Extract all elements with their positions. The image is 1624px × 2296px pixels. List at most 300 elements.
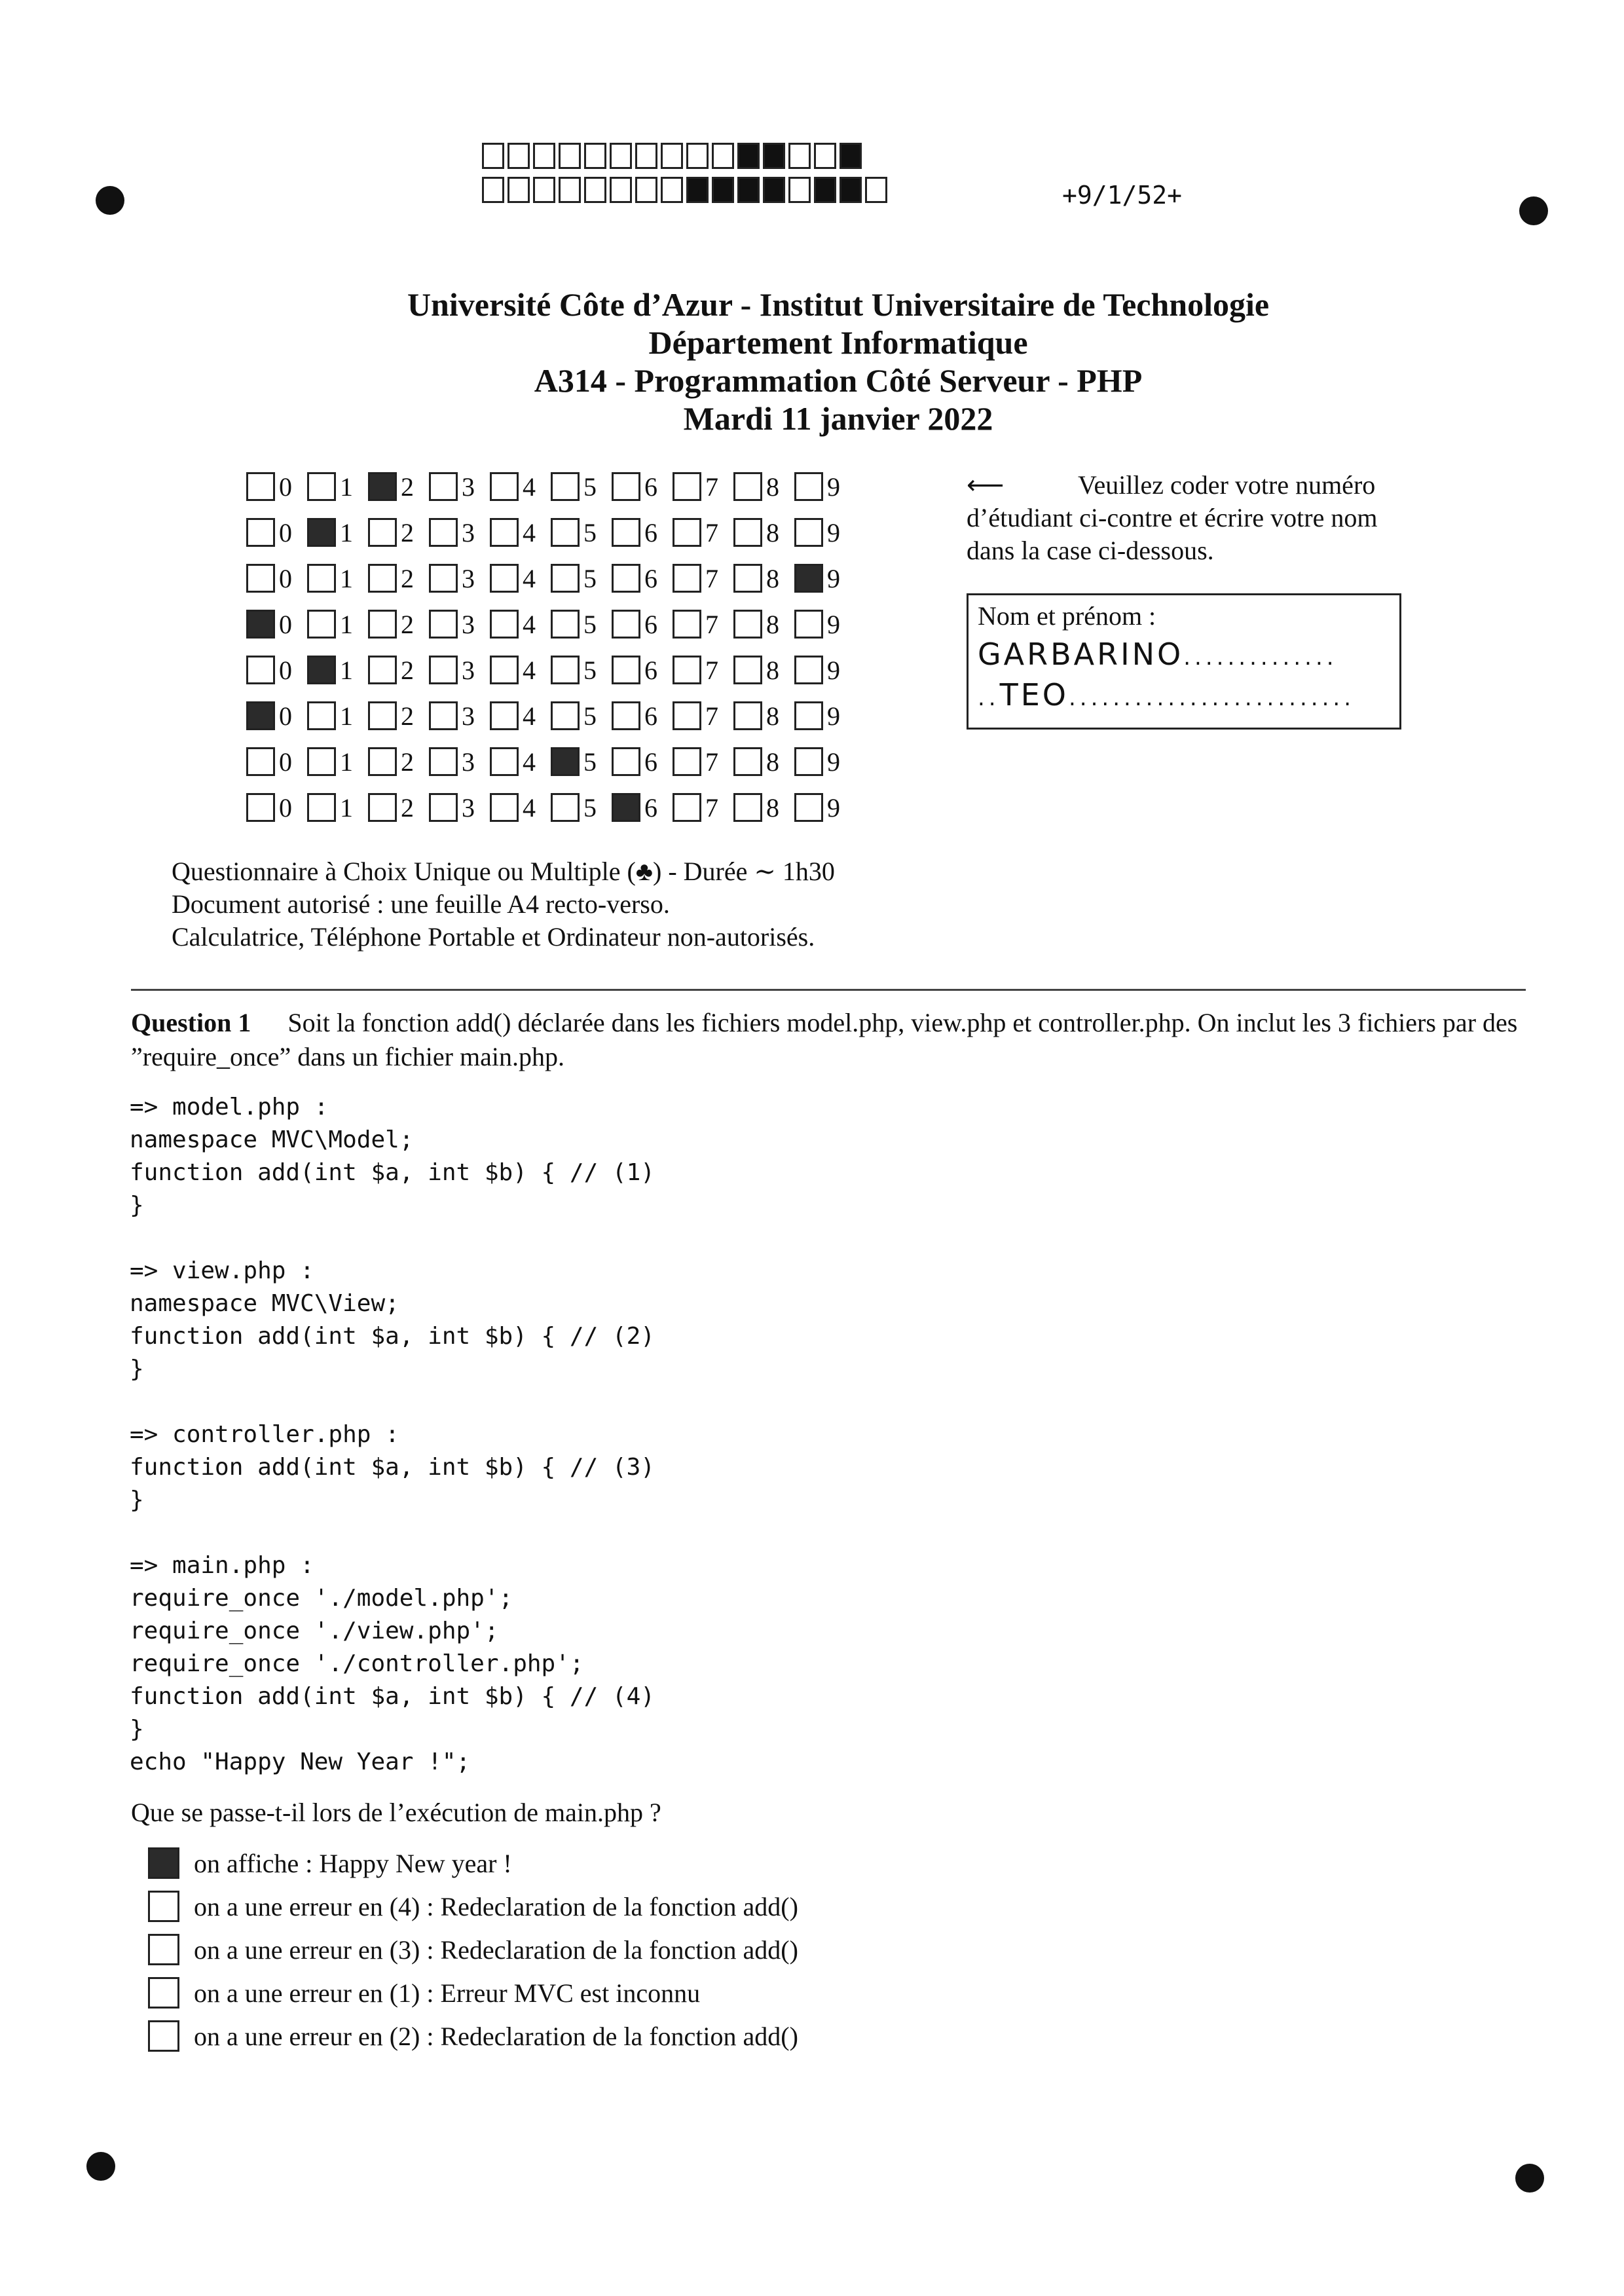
digit-option bbox=[673, 655, 733, 686]
digit-label: 6 bbox=[644, 655, 657, 685]
digit-label: 0 bbox=[279, 792, 292, 823]
digit-option bbox=[733, 655, 794, 686]
digit-label: 4 bbox=[523, 792, 536, 823]
digit-label: 2 bbox=[401, 563, 414, 593]
digit-label: 5 bbox=[583, 563, 597, 593]
digit-option bbox=[733, 472, 794, 502]
digit-checkbox[interactable] bbox=[429, 747, 458, 776]
header-course: A314 - Programmation Côté Serveur - PHP bbox=[534, 362, 1143, 399]
digit-label: 1 bbox=[340, 517, 353, 547]
digit-checkbox[interactable] bbox=[368, 701, 397, 730]
digit-option bbox=[429, 655, 490, 686]
digit-option bbox=[551, 701, 612, 731]
answer-option bbox=[148, 1971, 798, 2014]
barcode-cell bbox=[763, 177, 785, 203]
barcode-cell bbox=[610, 143, 632, 169]
digit-label: 2 bbox=[401, 655, 414, 685]
barcode-cell bbox=[533, 177, 555, 203]
digit-checkbox[interactable] bbox=[368, 610, 397, 639]
digit-option bbox=[429, 792, 490, 823]
digit-checkbox[interactable] bbox=[307, 564, 336, 593]
digit-checkbox[interactable] bbox=[794, 656, 823, 684]
digit-label: 6 bbox=[644, 792, 657, 823]
digit-row bbox=[246, 601, 855, 647]
digit-checkbox[interactable] bbox=[246, 518, 275, 547]
digit-checkbox[interactable] bbox=[794, 472, 823, 501]
digit-checkbox[interactable] bbox=[673, 472, 701, 501]
digit-checkbox[interactable] bbox=[794, 518, 823, 547]
barcode-cell bbox=[788, 143, 811, 169]
digit-checkbox[interactable] bbox=[794, 564, 823, 593]
digit-checkbox[interactable] bbox=[429, 701, 458, 730]
digit-label: 8 bbox=[766, 609, 779, 639]
digit-option bbox=[368, 747, 429, 777]
digit-label: 0 bbox=[279, 747, 292, 777]
barcode-cell bbox=[584, 143, 606, 169]
digit-checkbox[interactable] bbox=[673, 610, 701, 639]
digit-label: 7 bbox=[705, 655, 718, 685]
digit-label: 8 bbox=[766, 701, 779, 731]
digit-option bbox=[246, 517, 307, 548]
digit-label: 9 bbox=[827, 655, 840, 685]
digit-checkbox[interactable] bbox=[307, 656, 336, 684]
digit-label: 3 bbox=[462, 563, 475, 593]
handwritten-firstname: TEO bbox=[999, 677, 1069, 713]
digit-option bbox=[612, 747, 673, 777]
digit-label: 5 bbox=[583, 792, 597, 823]
barcode-cell bbox=[788, 177, 811, 203]
digit-option bbox=[368, 701, 429, 731]
name-box[interactable] bbox=[967, 593, 1401, 730]
digit-checkbox[interactable] bbox=[368, 518, 397, 547]
digit-checkbox[interactable] bbox=[490, 610, 519, 639]
digit-checkbox[interactable] bbox=[794, 610, 823, 639]
digit-checkbox[interactable] bbox=[733, 701, 762, 730]
digit-checkbox[interactable] bbox=[307, 518, 336, 547]
digit-checkbox[interactable] bbox=[733, 564, 762, 593]
digit-label: 2 bbox=[401, 792, 414, 823]
digit-option bbox=[246, 563, 307, 594]
digit-checkbox[interactable] bbox=[733, 793, 762, 822]
digit-checkbox[interactable] bbox=[673, 747, 701, 776]
answer-checkbox[interactable] bbox=[148, 1934, 179, 1965]
digit-option bbox=[733, 701, 794, 731]
digit-checkbox[interactable] bbox=[612, 701, 640, 730]
question-prompt: Que se passe-t-il lors de l’exécution de main.php ? bbox=[131, 1798, 661, 1827]
header-date: Mardi 11 janvier 2022 bbox=[683, 400, 993, 437]
digit-label: 7 bbox=[705, 517, 718, 547]
answer-checkbox[interactable] bbox=[148, 1847, 179, 1879]
digit-label: 5 bbox=[583, 701, 597, 731]
digit-checkbox[interactable] bbox=[307, 701, 336, 730]
digit-checkbox[interactable] bbox=[429, 564, 458, 593]
handwritten-surname: GARBARINO bbox=[978, 637, 1184, 672]
digit-checkbox[interactable] bbox=[490, 701, 519, 730]
digit-label: 8 bbox=[766, 472, 779, 502]
digit-label: 6 bbox=[644, 517, 657, 547]
digit-checkbox[interactable] bbox=[612, 747, 640, 776]
digit-option bbox=[368, 609, 429, 640]
digit-checkbox[interactable] bbox=[673, 564, 701, 593]
digit-option bbox=[490, 792, 551, 823]
digit-option bbox=[673, 792, 733, 823]
digit-label: 6 bbox=[644, 472, 657, 502]
digit-label: 9 bbox=[827, 517, 840, 547]
digit-option bbox=[490, 472, 551, 502]
digit-option bbox=[429, 701, 490, 731]
barcode-cell bbox=[814, 177, 836, 203]
digit-label: 9 bbox=[827, 747, 840, 777]
digit-checkbox[interactable] bbox=[551, 472, 580, 501]
barcode-cell bbox=[712, 143, 734, 169]
digit-option bbox=[794, 472, 855, 502]
digit-label: 4 bbox=[523, 609, 536, 639]
digit-option bbox=[612, 609, 673, 640]
digit-option bbox=[733, 563, 794, 594]
digit-option bbox=[794, 747, 855, 777]
digit-option bbox=[368, 563, 429, 594]
digit-label: 7 bbox=[705, 472, 718, 502]
answer-text: on a une erreur en (3) : Redeclaration de la fonction add() bbox=[194, 1935, 798, 1965]
question-text: Soit la fonction add() déclarée dans les fichiers model.php, view.php et controller.php. On inclut les 3 fichiers par des ”require_once” dans un fichier main.php. bbox=[131, 1008, 1518, 1071]
digit-checkbox[interactable] bbox=[733, 747, 762, 776]
barcode-cell bbox=[635, 143, 657, 169]
digit-label: 7 bbox=[705, 792, 718, 823]
digit-label: 4 bbox=[523, 563, 536, 593]
digit-label: 4 bbox=[523, 701, 536, 731]
corner-mark-top-left bbox=[96, 186, 124, 215]
digit-checkbox[interactable] bbox=[612, 610, 640, 639]
instructions-line3: dans la case ci-dessous. bbox=[967, 536, 1214, 565]
digit-option bbox=[551, 747, 612, 777]
barcode-row bbox=[482, 143, 891, 172]
digit-checkbox[interactable] bbox=[490, 472, 519, 501]
digit-checkbox[interactable] bbox=[733, 518, 762, 547]
digit-option bbox=[490, 655, 551, 686]
digit-option bbox=[246, 609, 307, 640]
digit-checkbox[interactable] bbox=[429, 656, 458, 684]
barcode-cell bbox=[865, 177, 887, 203]
digit-row bbox=[246, 647, 855, 693]
digit-checkbox[interactable] bbox=[673, 518, 701, 547]
digit-checkbox[interactable] bbox=[307, 793, 336, 822]
digit-checkbox[interactable] bbox=[673, 793, 701, 822]
digit-checkbox[interactable] bbox=[246, 793, 275, 822]
separator-line bbox=[131, 989, 1526, 991]
instructions-line2: d’étudiant ci-contre et écrire votre nom bbox=[967, 503, 1378, 532]
digit-label: 1 bbox=[340, 609, 353, 639]
code-listing: => model.php : namespace MVC\Model; function add(int $a, int $b) { // (1) } => view.php : namespace MVC\View; function add(int $a, int $b) { // (2) } => controller.php : function add(int $a, int $b) { // (3) } => main.php : require_once './model.php'; require_once './view.php'; require_once './controller.php'; function add(int $a, int $b) { // (4) } echo "Happy New Year !"; bbox=[130, 1094, 655, 1775]
digit-option bbox=[551, 609, 612, 640]
digit-label: 0 bbox=[279, 655, 292, 685]
digit-label: 0 bbox=[279, 701, 292, 731]
digit-label: 8 bbox=[766, 747, 779, 777]
digit-option bbox=[794, 792, 855, 823]
barcode-cell bbox=[737, 143, 760, 169]
digit-option bbox=[490, 701, 551, 731]
digit-label: 5 bbox=[583, 517, 597, 547]
digit-label: 3 bbox=[462, 792, 475, 823]
header-department: Département Informatique bbox=[648, 324, 1028, 361]
name-box-label: Nom et prénom : bbox=[978, 601, 1156, 631]
answer-checkbox[interactable] bbox=[148, 2020, 179, 2052]
digit-option bbox=[307, 655, 368, 686]
digit-label: 3 bbox=[462, 747, 475, 777]
barcode-cell bbox=[507, 143, 530, 169]
digit-checkbox[interactable] bbox=[794, 701, 823, 730]
digit-checkbox[interactable] bbox=[490, 656, 519, 684]
corner-mark-top-right bbox=[1519, 196, 1548, 225]
digit-checkbox[interactable] bbox=[490, 564, 519, 593]
digit-checkbox[interactable] bbox=[733, 472, 762, 501]
digit-option bbox=[794, 609, 855, 640]
digit-option bbox=[733, 609, 794, 640]
digit-checkbox[interactable] bbox=[246, 610, 275, 639]
digit-checkbox[interactable] bbox=[673, 656, 701, 684]
digit-option bbox=[246, 747, 307, 777]
digit-label: 1 bbox=[340, 563, 353, 593]
digit-label: 4 bbox=[523, 472, 536, 502]
digit-option bbox=[794, 563, 855, 594]
digit-option bbox=[794, 701, 855, 731]
digit-checkbox[interactable] bbox=[551, 793, 580, 822]
digit-row bbox=[246, 509, 855, 555]
answer-option bbox=[148, 1842, 798, 1885]
digit-label: 2 bbox=[401, 472, 414, 502]
barcode-cell bbox=[763, 143, 785, 169]
answer-text: on affiche : Happy New year ! bbox=[194, 1848, 512, 1878]
question-label: Question 1 bbox=[131, 1008, 251, 1037]
digit-option bbox=[673, 517, 733, 548]
digit-label: 5 bbox=[583, 609, 597, 639]
left-arrow-icon: ⟵ bbox=[967, 470, 1005, 500]
page-barcode bbox=[482, 143, 891, 211]
digit-option bbox=[551, 517, 612, 548]
digit-label: 1 bbox=[340, 792, 353, 823]
answer-text: on a une erreur en (1) : Erreur MVC est inconnu bbox=[194, 1978, 701, 2008]
digit-checkbox[interactable] bbox=[794, 793, 823, 822]
digit-label: 7 bbox=[705, 747, 718, 777]
digit-option bbox=[673, 609, 733, 640]
digit-label: 5 bbox=[583, 655, 597, 685]
digit-option bbox=[673, 701, 733, 731]
digit-checkbox[interactable] bbox=[429, 610, 458, 639]
answer-text: on a une erreur en (2) : Redeclaration de la fonction add() bbox=[194, 2021, 798, 2051]
barcode-cell bbox=[712, 177, 734, 203]
barcode-cell bbox=[686, 177, 709, 203]
digit-checkbox[interactable] bbox=[612, 518, 640, 547]
digit-option bbox=[368, 792, 429, 823]
digit-option bbox=[490, 747, 551, 777]
digit-option bbox=[246, 792, 307, 823]
exam-rules bbox=[172, 855, 835, 954]
digit-option bbox=[246, 655, 307, 686]
digit-checkbox[interactable] bbox=[368, 747, 397, 776]
corner-mark-bottom-right bbox=[1515, 2164, 1544, 2193]
barcode-cell bbox=[559, 177, 581, 203]
digit-option bbox=[307, 472, 368, 502]
digit-option bbox=[429, 517, 490, 548]
digit-checkbox[interactable] bbox=[307, 747, 336, 776]
digit-option bbox=[612, 472, 673, 502]
answer-checkbox[interactable] bbox=[148, 1891, 179, 1922]
digit-option bbox=[368, 655, 429, 686]
digit-label: 4 bbox=[523, 747, 536, 777]
barcode-cell bbox=[737, 177, 760, 203]
instructions-line1: Veuillez coder votre numéro bbox=[1078, 470, 1376, 500]
digit-checkbox[interactable] bbox=[429, 472, 458, 501]
student-number-grid bbox=[246, 464, 855, 830]
digit-option bbox=[429, 563, 490, 594]
digit-option bbox=[307, 517, 368, 548]
answer-text: on a une erreur en (4) : Redeclaration de la fonction add() bbox=[194, 1891, 798, 1921]
digit-label: 6 bbox=[644, 701, 657, 731]
barcode-cell bbox=[814, 143, 836, 169]
dotted-line: .. bbox=[978, 685, 1000, 711]
digit-label: 8 bbox=[766, 792, 779, 823]
digit-label: 3 bbox=[462, 655, 475, 685]
digit-label: 2 bbox=[401, 609, 414, 639]
digit-option bbox=[490, 563, 551, 594]
digit-checkbox[interactable] bbox=[612, 564, 640, 593]
digit-option bbox=[794, 517, 855, 548]
digit-option bbox=[246, 701, 307, 731]
digit-label: 8 bbox=[766, 655, 779, 685]
rules-line1: Questionnaire à Choix Unique ou Multiple (♣) - Durée ∼ 1h30 bbox=[172, 857, 835, 886]
digit-label: 9 bbox=[827, 701, 840, 731]
digit-option bbox=[429, 609, 490, 640]
digit-checkbox[interactable] bbox=[551, 747, 580, 776]
digit-checkbox[interactable] bbox=[551, 656, 580, 684]
digit-label: 5 bbox=[583, 472, 597, 502]
barcode-cell bbox=[635, 177, 657, 203]
digit-option bbox=[490, 517, 551, 548]
barcode-cell bbox=[559, 143, 581, 169]
barcode-cell bbox=[482, 143, 504, 169]
digit-checkbox[interactable] bbox=[551, 610, 580, 639]
digit-option bbox=[307, 792, 368, 823]
answer-checkbox[interactable] bbox=[148, 1977, 179, 2009]
digit-row bbox=[246, 555, 855, 601]
barcode-cell bbox=[840, 143, 862, 169]
digit-checkbox[interactable] bbox=[490, 518, 519, 547]
barcode-cell bbox=[661, 177, 683, 203]
digit-label: 3 bbox=[462, 472, 475, 502]
digit-checkbox[interactable] bbox=[733, 610, 762, 639]
digit-option bbox=[307, 609, 368, 640]
digit-checkbox[interactable] bbox=[551, 518, 580, 547]
digit-option bbox=[246, 472, 307, 502]
digit-option bbox=[551, 792, 612, 823]
digit-checkbox[interactable] bbox=[368, 656, 397, 684]
barcode-cell bbox=[686, 143, 709, 169]
digit-checkbox[interactable] bbox=[246, 656, 275, 684]
digit-label: 9 bbox=[827, 472, 840, 502]
barcode-row bbox=[482, 177, 891, 206]
digit-checkbox[interactable] bbox=[551, 701, 580, 730]
digit-option bbox=[733, 747, 794, 777]
digit-checkbox[interactable] bbox=[612, 472, 640, 501]
digit-checkbox[interactable] bbox=[490, 747, 519, 776]
digit-option bbox=[368, 517, 429, 548]
digit-label: 6 bbox=[644, 609, 657, 639]
digit-option bbox=[490, 609, 551, 640]
question-1 bbox=[131, 1006, 1532, 1074]
digit-checkbox[interactable] bbox=[246, 747, 275, 776]
digit-label: 0 bbox=[279, 609, 292, 639]
digit-label: 1 bbox=[340, 472, 353, 502]
digit-option bbox=[612, 792, 673, 823]
digit-label: 0 bbox=[279, 563, 292, 593]
digit-row bbox=[246, 464, 855, 509]
digit-label: 0 bbox=[279, 517, 292, 547]
digit-label: 1 bbox=[340, 701, 353, 731]
digit-checkbox[interactable] bbox=[246, 701, 275, 730]
digit-checkbox[interactable] bbox=[612, 656, 640, 684]
digit-label: 8 bbox=[766, 563, 779, 593]
corner-mark-bottom-left bbox=[86, 2152, 115, 2181]
digit-label: 3 bbox=[462, 609, 475, 639]
digit-option bbox=[429, 472, 490, 502]
digit-option bbox=[673, 747, 733, 777]
digit-label: 7 bbox=[705, 701, 718, 731]
barcode-cell bbox=[507, 177, 530, 203]
answer-option bbox=[148, 1885, 798, 1928]
digit-option bbox=[551, 472, 612, 502]
answer-options bbox=[148, 1842, 798, 2058]
barcode-cell bbox=[610, 177, 632, 203]
barcode-cell bbox=[533, 143, 555, 169]
digit-option bbox=[551, 655, 612, 686]
header-university: Université Côte d’Azur - Institut Universitaire de Technologie bbox=[407, 286, 1270, 323]
digit-option bbox=[612, 563, 673, 594]
digit-label: 5 bbox=[583, 747, 597, 777]
digit-label: 4 bbox=[523, 655, 536, 685]
rules-line3: Calculatrice, Téléphone Portable et Ordinateur non-autorisés. bbox=[172, 922, 815, 952]
digit-checkbox[interactable] bbox=[368, 564, 397, 593]
digit-option bbox=[673, 563, 733, 594]
digit-option bbox=[307, 563, 368, 594]
digit-checkbox[interactable] bbox=[490, 793, 519, 822]
digit-checkbox[interactable] bbox=[246, 472, 275, 501]
digit-option bbox=[307, 701, 368, 731]
digit-checkbox[interactable] bbox=[794, 747, 823, 776]
digit-option bbox=[612, 517, 673, 548]
digit-checkbox[interactable] bbox=[307, 610, 336, 639]
digit-option bbox=[733, 792, 794, 823]
digit-option bbox=[612, 701, 673, 731]
digit-option bbox=[368, 472, 429, 502]
digit-row bbox=[246, 739, 855, 785]
digit-option bbox=[673, 472, 733, 502]
digit-option bbox=[794, 655, 855, 686]
digit-checkbox[interactable] bbox=[307, 472, 336, 501]
digit-checkbox[interactable] bbox=[733, 656, 762, 684]
digit-checkbox[interactable] bbox=[429, 793, 458, 822]
barcode-cell bbox=[840, 177, 862, 203]
barcode-cell bbox=[482, 177, 504, 203]
digit-checkbox[interactable] bbox=[368, 472, 397, 501]
digit-checkbox[interactable] bbox=[673, 701, 701, 730]
digit-checkbox[interactable] bbox=[612, 793, 640, 822]
digit-checkbox[interactable] bbox=[368, 793, 397, 822]
dotted-line: .......................... bbox=[1069, 685, 1355, 711]
digit-checkbox[interactable] bbox=[246, 564, 275, 593]
digit-option bbox=[612, 655, 673, 686]
digit-checkbox[interactable] bbox=[429, 518, 458, 547]
digit-checkbox[interactable] bbox=[551, 564, 580, 593]
page-identifier: +9/1/52+ bbox=[1062, 181, 1183, 210]
